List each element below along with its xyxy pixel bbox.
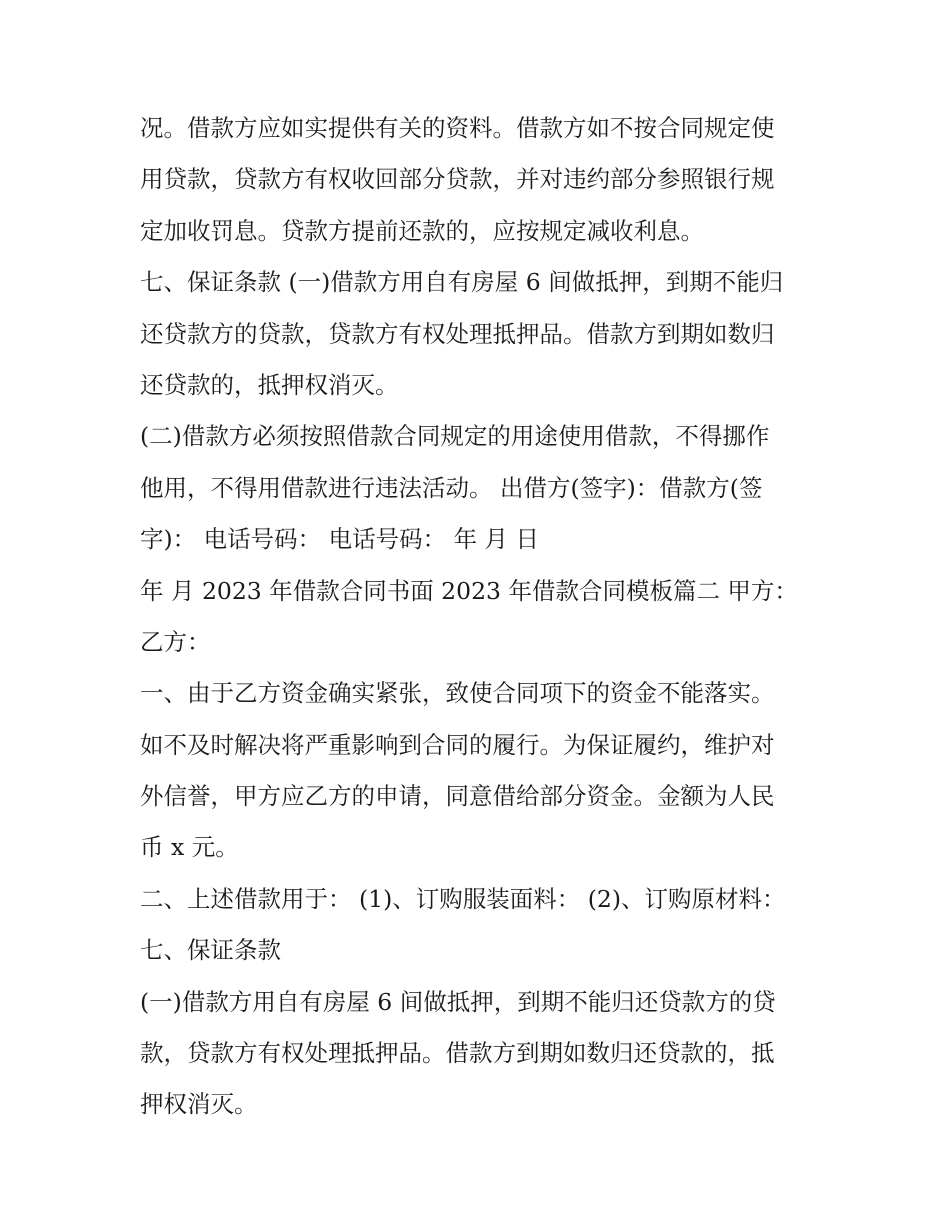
- text-line: 况。借款方应如实提供有关的资料。借款方如不按合同规定使: [140, 114, 775, 142]
- text-line: 款，贷款方有权处理抵押品。借款方到期如数归还贷款的，抵: [140, 1039, 775, 1068]
- text-line: 押权消灭。: [140, 1090, 258, 1119]
- text-line: 用贷款，贷款方有权收回部分贷款，并对违约部分参照银行规: [140, 165, 775, 194]
- text-line: 定加收罚息。贷款方提前还款的，应按规定减收利息。: [140, 216, 704, 245]
- text-line: (二)借款方必须按照借款合同规定的用途使用借款，不得挪作: [140, 422, 770, 451]
- text-line: 还贷款方的贷款，贷款方有权处理抵押品。借款方到期如数归: [140, 319, 775, 348]
- text-line: 二、上述借款用于： (1)、订购服装面料： (2)、订购原材料：: [140, 884, 786, 913]
- text-line: 七、保证条款 (一)借款方用自有房屋 6 间做抵押，到期不能归: [140, 268, 784, 297]
- text-line: 乙方：: [140, 627, 211, 656]
- text-line: 年 月 2023 年借款合同书面 2023 年借款合同模板篇二 甲方：: [140, 576, 798, 605]
- text-line: 一、由于乙方资金确实紧张，致使合同项下的资金不能落实。: [140, 679, 775, 708]
- text-line: 如不及时解决将严重影响到合同的履行。为保证履约，维护对: [140, 730, 775, 759]
- text-line: 他用，不得用借款进行违法活动。 出借方(签字)：借款方(签: [140, 473, 763, 502]
- text-line: 七、保证条款: [140, 936, 281, 965]
- text-line: (一)借款方用自有房屋 6 间做抵押，到期不能归还贷款方的贷: [140, 987, 776, 1016]
- text-line: 币 x 元。: [140, 833, 239, 862]
- text-line: 字)： 电话号码： 电话号码： 年 月 日: [140, 525, 540, 554]
- text-line: 还贷款的，抵押权消灭。: [140, 370, 399, 399]
- contract-text: [140, 103, 816, 1131]
- text-line: 外信誉，甲方应乙方的申请，同意借给部分资金。金额为人民: [140, 782, 775, 811]
